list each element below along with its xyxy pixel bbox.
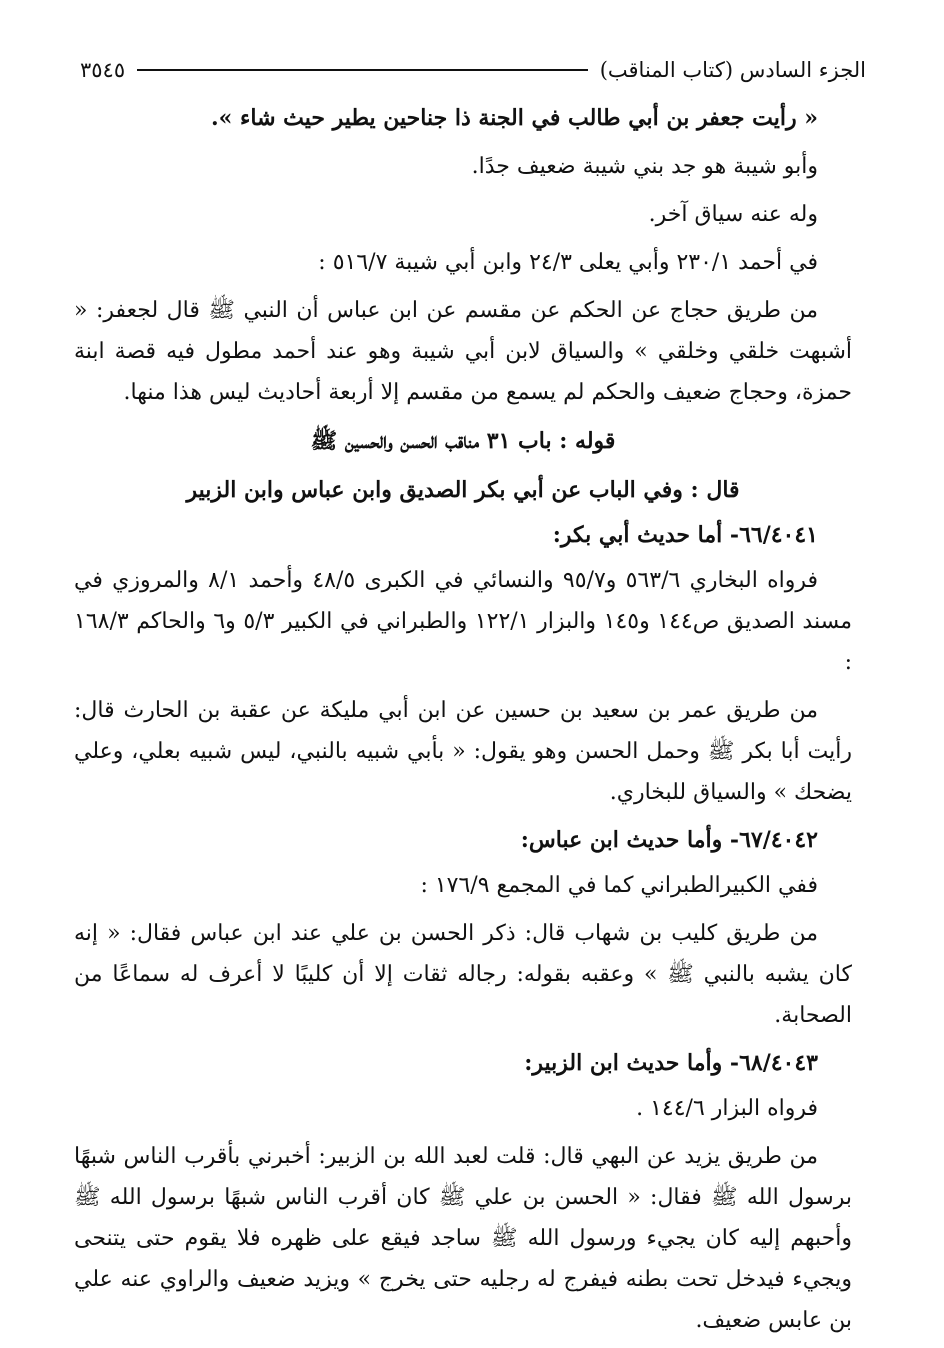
paragraph: وله عنه سياق آخر. bbox=[648, 202, 818, 227]
paragraph: وأبو شيبة هو جد بني شيبة ضعيف جدًا. bbox=[471, 154, 818, 179]
chapter-heading: قوله : باب ٣١ مناقب الحسن والحسين ﷺ bbox=[310, 428, 616, 454]
paragraph: من طريق عمر بن سعيد بن حسين عن ابن أبي مليكة عن عقبة بن الحارث قال: رأيت أبا بكر ﷺ وحمل الحسن وهو يقول: « بأبي شبيه بالنبي، ليس شبيه بعلي، وعلي يضحك » والسياق للبخاري. bbox=[74, 698, 852, 805]
paragraph: فرواه البخاري ٥٦٣/٦ و٩٥/٧ والنسائي في الكبرى ٤٨/٥ وأحمد ٨/١ والمروزي في مسند الصديق ص١٤٤ و١٤٥ والبزار ١٢٢/١ والطبراني في الكبير ٥/٣ و٦ والحاكم ١٦٨/٣ : bbox=[74, 568, 853, 675]
paragraph: في أحمد ٢٣٠/١ وأبي يعلى ٢٤/٣ وابن أبي شيبة ٥١٦/٧ : bbox=[318, 250, 818, 275]
section-heading: ٦٦/٤٠٤١- أما حديث أبي بكر: bbox=[552, 522, 818, 548]
quoted-hadith: « رأيت جعفر بن أبي طالب في الجنة ذا جناحين يطير حيث شاء ». bbox=[210, 105, 818, 131]
section-heading: ٦٧/٤٠٤٢- وأما حديث ابن عباس: bbox=[520, 827, 818, 853]
header-title: الجزء السادس (كتاب المناقب) bbox=[599, 58, 866, 82]
paragraph: من طريق يزيد عن البهي قال: قلت لعبد الله بن الزبير: أخبرني بأقرب الناس شبهًا برسول الله ﷺ فقال: « الحسن بن علي ﷺ كان أقرب الناس شبهًا برسول الله ﷺ وأحبهم إليه كان يجيء ورسول الله ﷺ ساجد فيقع على ظهره فلا يقوم حتى يتنحى ويجيء فيدخل تحت بطنه فيفرج له رجليه حتى يخرج » ويزيد ضعيف والراوي عنه علي بن عابس ضعيف. bbox=[74, 1144, 852, 1333]
running-header bbox=[80, 50, 866, 90]
page-content bbox=[74, 98, 852, 1348]
paragraph: من طريق حجاج عن الحكم عن مقسم عن ابن عباس أن النبي ﷺ قال لجعفر: « أشبهت خلقي وخلقي » والسياق لابن أبي شيبة وهو عند أحمد مطول فيه قصة ابنة حمزة، وحجاج ضعيف والحكم لم يسمع من مقسم إلا أربعة أحاديث ليس هذا منها. bbox=[74, 298, 852, 405]
paragraph: من طريق كليب بن شهاب قال: ذكر الحسن بن علي عند ابن عباس فقال: « إنه كان يشبه بالنبي ﷺ » وعقبه بقوله: رجاله ثقات إلا أن كليبًا لا أعرف له سماعًا من الصحابة. bbox=[74, 921, 852, 1028]
page-number: ٣٥٤٥ bbox=[80, 58, 126, 82]
paragraph: ففي الكبيرالطبراني كما في المجمع ١٧٦/٩ : bbox=[420, 873, 818, 898]
paragraph: فرواه البزار ١٤٤/٦ . bbox=[636, 1096, 818, 1121]
header-rule bbox=[137, 69, 588, 71]
section-heading: ٦٨/٤٠٤٣- وأما حديث ابن الزبير: bbox=[524, 1050, 818, 1076]
chapter-subheading: قال : وفي الباب عن أبي بكر الصديق وابن عباس وابن الزبير bbox=[186, 477, 740, 503]
